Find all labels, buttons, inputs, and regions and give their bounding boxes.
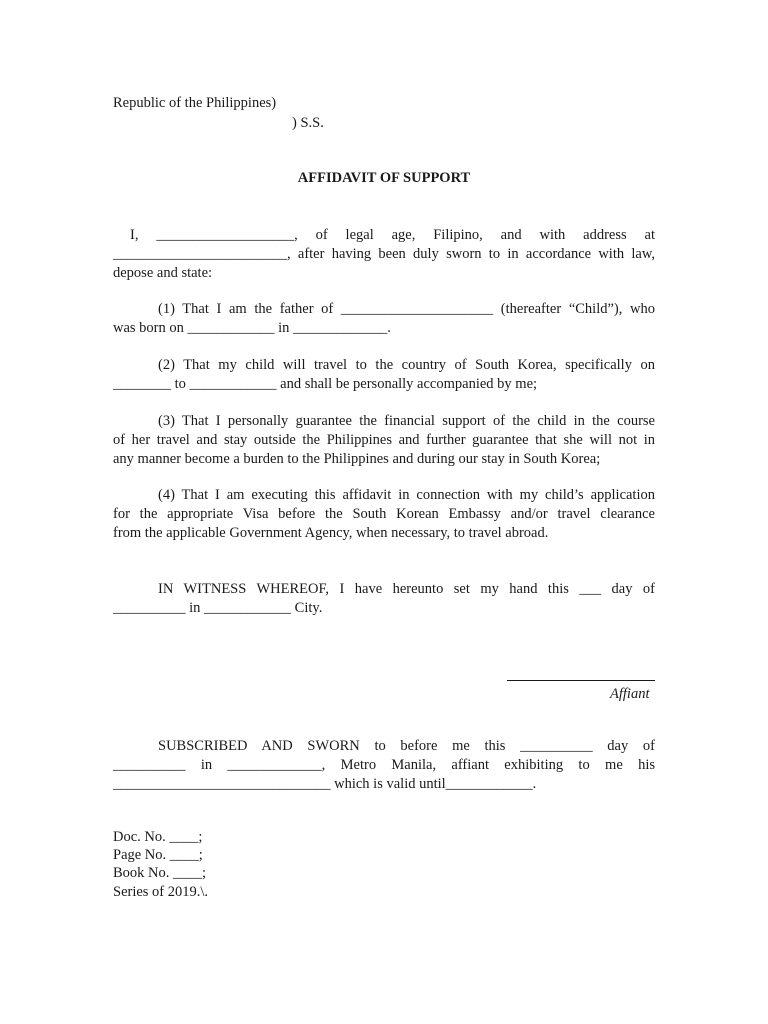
- jurat-line-3: ______________________________ which is valid until____________.: [113, 776, 537, 792]
- intro-line-3: depose and state:: [113, 265, 213, 281]
- jurat-line-2: __________ in _____________, Metro Manila, affiant exhibiting to me his: [113, 757, 655, 773]
- affiant-label: Affiant: [610, 686, 650, 702]
- page-number: Page No. ____;: [113, 847, 203, 863]
- para2-line-1: (2) That my child will travel to the country of South Korea, specifically on: [158, 357, 655, 373]
- book-number: Book No. ____;: [113, 865, 207, 881]
- para2-line-2: ________ to ____________ and shall be personally accompanied by me;: [113, 376, 538, 392]
- intro-line-1: I, ___________________, of legal age, Filipino, and with address at: [130, 227, 655, 243]
- series-year: Series of 2019.\.: [113, 884, 209, 900]
- para3-line-2: of her travel and stay outside the Philippines and further guarantee that she will not in: [113, 432, 655, 448]
- para3-line-3: any manner become a burden to the Philippines and during our stay in South Korea;: [113, 451, 601, 467]
- intro-line-2: ________________________, after having been duly sworn to in accordance with law,: [113, 246, 655, 262]
- venue-ss: ) S.S.: [292, 115, 324, 131]
- para1-line-2: was born on ____________ in _____________.: [113, 320, 391, 336]
- para4-line-3: from the applicable Government Agency, when necessary, to travel abroad.: [113, 525, 549, 541]
- document-title: AFFIDAVIT OF SUPPORT: [297, 170, 471, 186]
- para1-line-1: (1) That I am the father of _____________________ (thereafter “Child”), who: [158, 301, 655, 317]
- venue-republic: Republic of the Philippines): [113, 95, 277, 111]
- doc-number: Doc. No. ____;: [113, 829, 203, 845]
- para4-line-1: (4) That I am executing this affidavit in connection with my child’s application: [158, 487, 655, 503]
- witness-line-1: IN WITNESS WHEREOF, I have hereunto set my hand this ___ day of: [158, 581, 655, 597]
- affiant-signature-line: [507, 680, 655, 681]
- witness-line-2: __________ in ____________ City.: [113, 600, 323, 616]
- jurat-line-1: SUBSCRIBED AND SWORN to before me this __________ day of: [158, 738, 655, 754]
- para4-line-2: for the appropriate Visa before the South Korean Embassy and/or travel clearance: [113, 506, 655, 522]
- para3-line-1: (3) That I personally guarantee the financial support of the child in the course: [158, 413, 655, 429]
